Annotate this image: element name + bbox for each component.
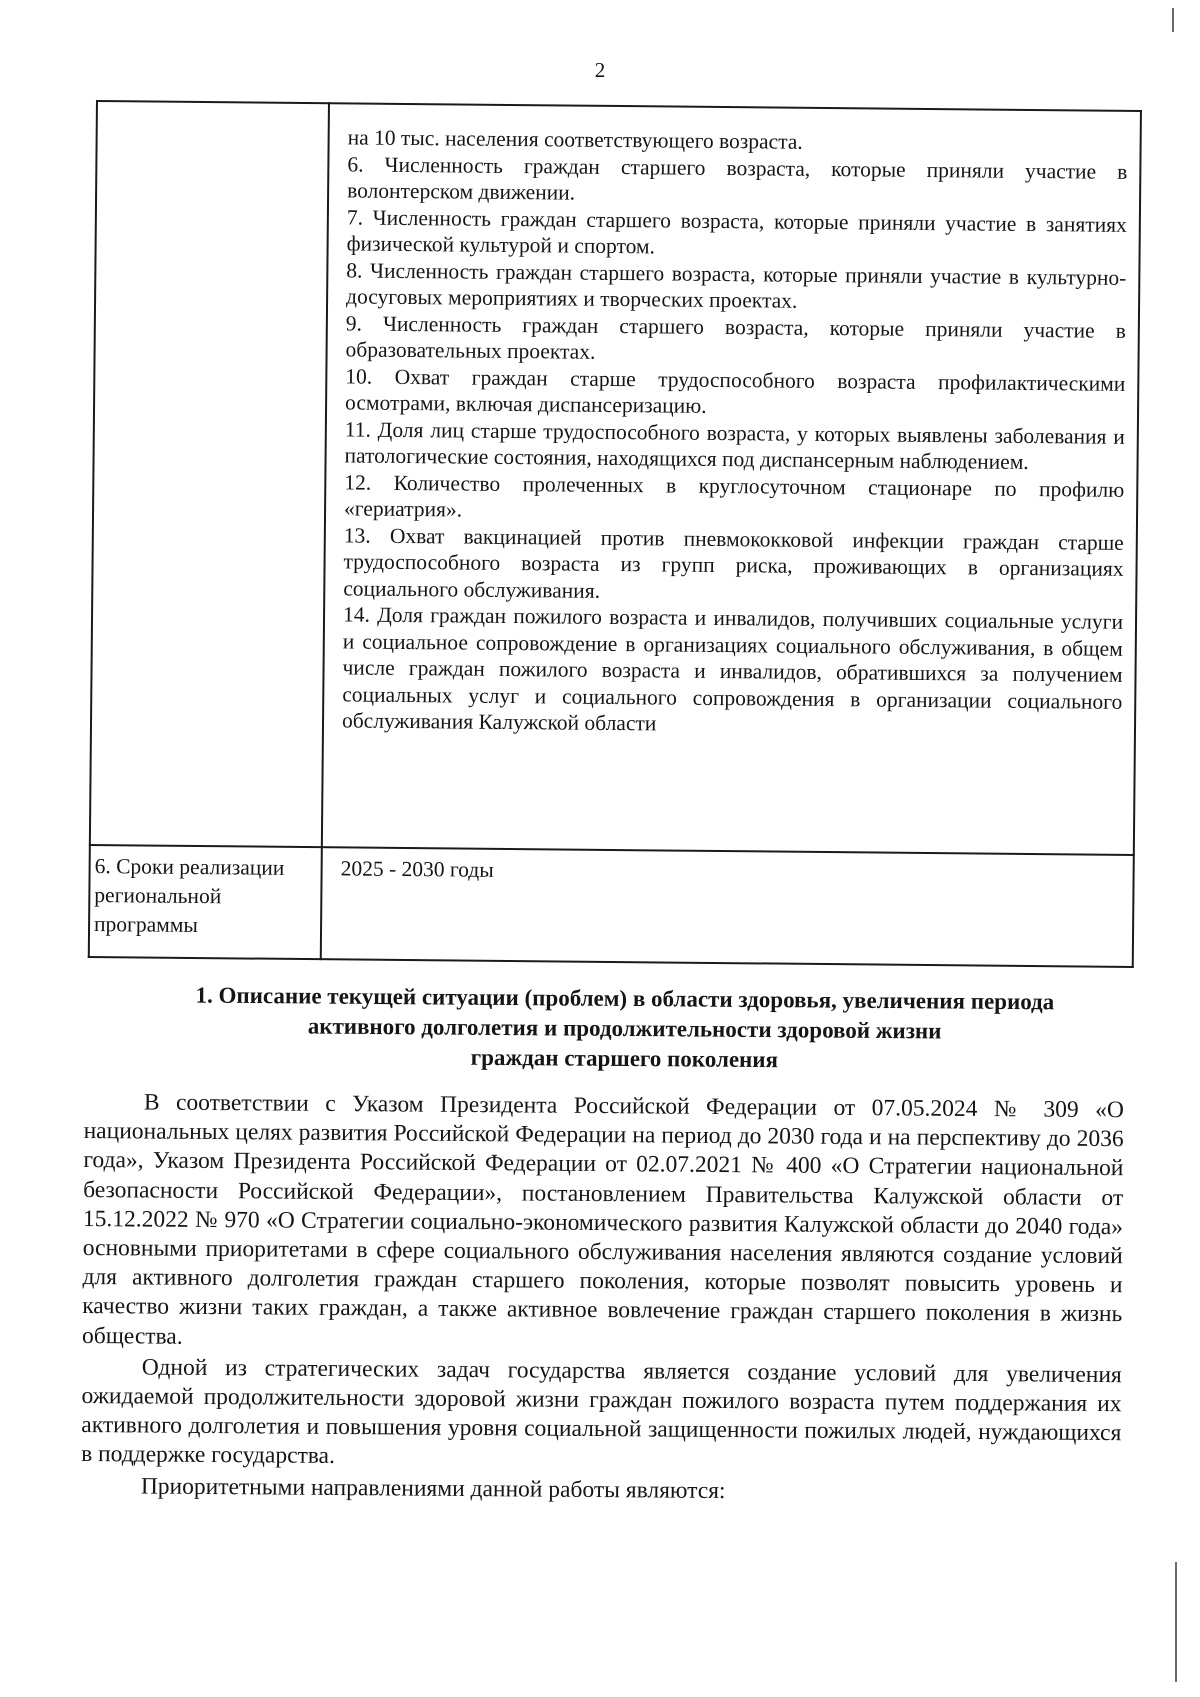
- body-paragraph: В соответствии с Указом Президента Российской Федерации от 07.05.2024 № 309 «О национальных целях развития Российской Федерации на период до 2030 года и на перспективу до 2036 года», Указом Президента Российской Федерации от 02.07.2021 № 400 «О Стратегии национальной безопасности Российской Федерации», постановлением Правительства Калужской области от 15.12.2022 № 970 «О Стратегии социально-экономического развития Калужской области до 2040 года» основными приоритетами в сфере социального обслуживания населения являются создание условий для активного долголетия граждан старшего поколения, которые позволят повысить уровень и качество жизни таких граждан, а также активное вовлечение граждан старшего поколения в жизнь общества.: [81, 1089, 1124, 1350]
- row-label-implementation-period: 6. Сроки реализации региональной программы: [93, 854, 285, 938]
- target-indicators-list: [342, 124, 1128, 741]
- table-column-divider: [320, 102, 330, 960]
- scan-edge-mark: [1172, 8, 1174, 32]
- body-paragraph: Одной из стратегических задач государства является создание условий для увеличения ожидаемой продолжительности здоровой жизни граждан пожилого возраста путем поддержания их активного долголетия и повышения уровня социальной защищенности пожилых людей, нуждающихся в поддержке государства.: [81, 1354, 1122, 1470]
- indicator-item: 6. Численность граждан старшего возраста, которые приняли участие в волонтерском движении.: [347, 151, 1128, 205]
- indicator-item: 7. Численность граждан старшего возраста, которые приняли участие в занятиях физической культурой и спортом.: [346, 204, 1127, 259]
- indicator-item: 13. Охват вакцинацией против пневмококковой инфекции граждан старше трудоспособного возраста из групп риска, проживающих в организациях социального обслуживания.: [343, 522, 1124, 603]
- table-left-border: [88, 100, 98, 958]
- section-heading-line: граждан старшего поколения: [470, 1044, 779, 1073]
- section-heading-line: 1. Описание текущей ситуации (проблем) в области здоровья, увеличения периода: [195, 982, 1055, 1015]
- section-heading: [119, 980, 1130, 1078]
- body-paragraph: Приоритетными направлениями данной работы являются:: [140, 1473, 726, 1504]
- table-top-border: [96, 100, 1142, 112]
- program-passport-table: [88, 100, 1142, 968]
- row-value-implementation-period: 2025 - 2030 годы: [340, 856, 494, 882]
- indicator-item: 9. Численность граждан старшего возраста, которые приняли участие в образовательных проектах.: [345, 310, 1126, 364]
- table-bottom-border: [88, 956, 1134, 968]
- indicator-item: на 10 тыс. населения соответствующего возраста.: [347, 125, 803, 154]
- section-heading-line: активного долголетия и продолжительности здоровой жизни: [307, 1013, 942, 1044]
- section-body: [81, 1088, 1124, 1509]
- indicator-item: 8. Численность граждан старшего возраста, которые приняли участие в культурно-досуговых мероприятиях и творческих проектах.: [346, 257, 1127, 313]
- scan-edge-mark: [1175, 1562, 1177, 1682]
- table-right-border: [1132, 110, 1142, 968]
- indicator-item: 11. Доля лиц старше трудоспособного возраста, у которых выявлены заболевания и патологические состояния, находящихся под диспансерным наблюдением.: [344, 416, 1125, 474]
- page-number: 2: [594, 58, 606, 82]
- indicator-item: 12. Количество пролеченных в круглосуточном стационаре по профилю «гериатрия».: [343, 469, 1125, 522]
- indicator-item: 10. Охват граждан старше трудоспособного возраста профилактическими осмотрами, включая диспансеризацию.: [344, 363, 1126, 418]
- indicator-item: 14. Доля граждан пожилого возраста и инвалидов, получивших социальные услуги и социальное сопровождение в организациях социального обслуживания, в общем числе граждан пожилого возраста и инвалидов, обратившихся за получением социальных услуг и социального сопровождения в организации социального обслуживания Калужской области: [341, 602, 1124, 736]
